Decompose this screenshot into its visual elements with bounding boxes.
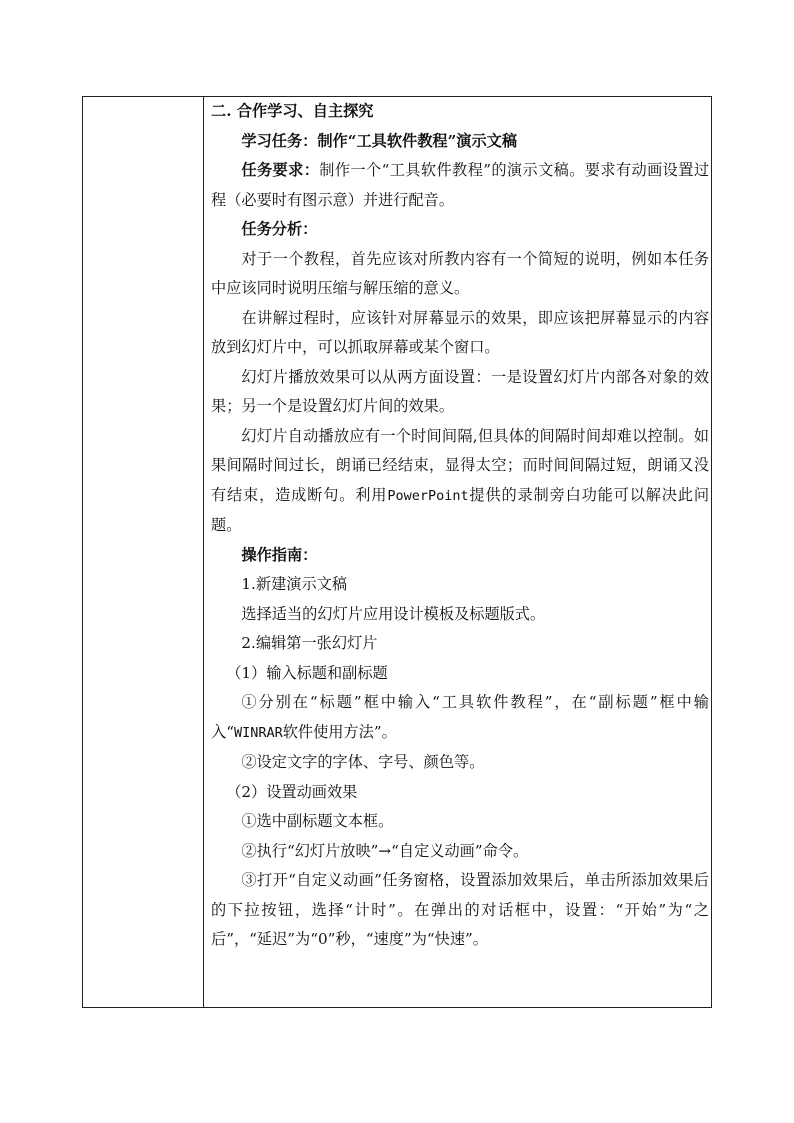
requirement-text: 制作一个“工具软件教程”的演示文稿。要求有动画设置过程（必要时有图示意）并进行配音。 bbox=[211, 161, 710, 209]
step-text: ①分别在“标题”框中输入“工具软件教程”，在“副标题”框中输入“ bbox=[211, 693, 709, 741]
section-title: 二. 合作学习、自主探究 bbox=[211, 102, 374, 120]
step-2-title: 2.编辑第一张幻灯片 bbox=[241, 634, 378, 652]
step-2-sub-2-b: ②执行“幻灯片放映”→“自定义动画”命令。 bbox=[241, 841, 529, 860]
step-1-title: 1.新建演示文稿 bbox=[241, 575, 348, 593]
content-cell bbox=[205, 97, 711, 955]
analysis-paragraph: 在讲解过程时，应该针对屏幕显示的效果，即应该把屏幕显示的内容放到幻灯片中，可以抓取屏幕或某个窗口。 bbox=[211, 308, 709, 356]
analysis-paragraph: 对于一个教程，首先应该对所教内容有一个简短的说明，例如本任务中应该同时说明压缩与解压缩的意义。 bbox=[211, 249, 709, 297]
left-column-cell bbox=[83, 97, 204, 1007]
step-2-sub-2-c: ③打开“自定义动画”任务窗格，设置添加效果后，单击所添加效果后的下拉按钮，选择“计时”。在弹出的对话框中，设置：“开始”为“之后”，“延迟”为“0”秒，“速度”为“快速”。 bbox=[211, 871, 709, 948]
guide-label: 操作指南： bbox=[241, 545, 318, 564]
analysis-tail: 提供的录制旁白功能可以解决此问题。 bbox=[211, 485, 710, 534]
lesson-table bbox=[82, 96, 712, 1008]
step-2-sub-2-a: ①选中副标题文本框。 bbox=[241, 812, 394, 830]
requirement-label: 任务要求： bbox=[241, 161, 320, 179]
step-tail: 软件使用方法”。 bbox=[282, 722, 397, 741]
analysis-paragraph bbox=[211, 422, 709, 541]
analysis-label: 任务分析： bbox=[241, 220, 318, 238]
analysis-brand: PowerPoint bbox=[387, 487, 469, 504]
task-text: 制作“工具软件教程”演示文稿 bbox=[317, 131, 518, 150]
analysis-text: 幻灯片自动播放应有一个时间间隔,但具体的间隔时间却难以控制。如果间隔时间过长，朗诵已经结束，显得太空；而时间间隔过短，朗诵又没有结束，造成断句。利用 bbox=[211, 426, 709, 504]
analysis-paragraph: 幻灯片播放效果可以从两方面设置：一是设置幻灯片内部各对象的效果；另一个是设置幻灯片间的效果。 bbox=[211, 367, 709, 415]
step-2-sub-2: （2）设置动画效果 bbox=[226, 782, 358, 801]
requirement-paragraph bbox=[211, 156, 709, 215]
step-2-sub-1-a bbox=[211, 688, 709, 748]
step-1-text: 选择适当的幻灯片应用设计模板及标题版式。 bbox=[241, 604, 546, 623]
task-label: 学习任务： bbox=[241, 131, 318, 150]
step-2-sub-1: （1）输入标题和副标题 bbox=[226, 663, 388, 682]
task-line bbox=[211, 127, 709, 157]
step-2-sub-1-b: ②设定文字的字体、字号、颜色等。 bbox=[241, 753, 485, 771]
step-code: WINRAR bbox=[233, 724, 283, 741]
